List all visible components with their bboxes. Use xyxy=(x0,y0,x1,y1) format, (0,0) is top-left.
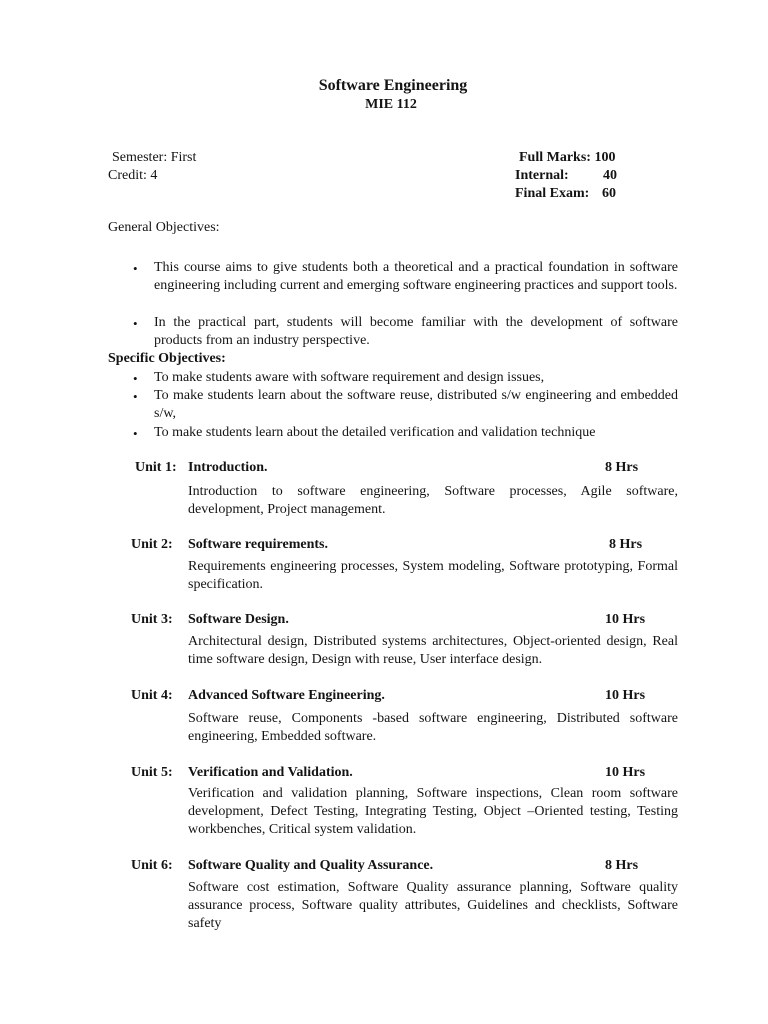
specific-objective-item: To make students learn about the software reuse, distributed s/w engineering and embedded s/w, xyxy=(154,388,678,421)
unit-label: Unit 2: xyxy=(131,537,173,552)
unit-hours: 10 Hrs xyxy=(605,612,646,627)
unit-content: Software reuse, Components -based software engineering, Distributed software engineering, Embedded software. xyxy=(188,711,678,744)
general-objective-item: In the practical part, students will become familiar with the development of software products from an industry perspective. xyxy=(154,315,678,348)
bullet-icon: • xyxy=(133,426,138,441)
general-objectives-heading: General Objectives: xyxy=(108,220,220,235)
unit-title: Software requirements. xyxy=(188,537,328,552)
unit-content: Architectural design, Distributed systems architectures, Object-oriented design, Real time software design, Design with reuse, User interface design. xyxy=(188,634,678,667)
course-title: Software Engineering xyxy=(318,77,468,94)
internal-label: Internal: xyxy=(515,168,569,183)
bullet-icon: • xyxy=(133,371,138,386)
course-code: MIE 112 xyxy=(365,97,417,112)
unit-title: Software Quality and Quality Assurance. xyxy=(188,858,434,873)
unit-hours: 10 Hrs xyxy=(605,765,646,780)
specific-objective-item: To make students aware with software requirement and design issues, xyxy=(154,370,545,385)
unit-content: Verification and validation planning, Software inspections, Clean room software development, Defect Testing, Integrating Testing, Object –Oriented testing, Testing workbenches, Critical system validation. xyxy=(188,786,678,837)
full-marks: Full Marks: 100 xyxy=(519,150,616,165)
final-exam-label: Final Exam: xyxy=(515,186,590,201)
unit-hours: 8 Hrs xyxy=(605,858,639,873)
semester: Semester: First xyxy=(112,150,197,165)
unit-content: Introduction to software engineering, Software processes, Agile software, development, Project management. xyxy=(188,484,678,517)
specific-objectives-heading: Specific Objectives: xyxy=(108,351,226,366)
unit-content: Requirements engineering processes, System modeling, Software prototyping, Formal specification. xyxy=(188,559,678,592)
unit-hours: 8 Hrs xyxy=(609,537,643,552)
unit-label: Unit 6: xyxy=(131,858,173,873)
final-exam-value: 60 xyxy=(602,186,616,201)
unit-title: Software Design. xyxy=(188,612,289,627)
general-objective-item: This course aims to give students both a theoretical and a practical foundation in software engineering including current and emerging software engineering practices and support tools. xyxy=(154,260,678,293)
unit-title: Introduction. xyxy=(188,460,268,475)
unit-content: Software cost estimation, Software Quality assurance planning, Software quality assurance process, Software quality attributes, Guidelines and checklists, Software safety xyxy=(188,880,678,931)
unit-label: Unit 4: xyxy=(131,688,173,703)
specific-objective-item: To make students learn about the detailed verification and validation technique xyxy=(154,425,596,440)
unit-title: Verification and Validation. xyxy=(188,765,353,780)
internal-value: 40 xyxy=(603,168,617,183)
bullet-icon: • xyxy=(133,316,138,331)
unit-label: Unit 5: xyxy=(131,765,173,780)
credit: Credit: 4 xyxy=(108,168,158,183)
unit-title: Advanced Software Engineering. xyxy=(188,688,385,703)
unit-hours: 8 Hrs xyxy=(605,460,639,475)
bullet-icon: • xyxy=(133,261,138,276)
unit-label: Unit 1: xyxy=(135,460,177,475)
unit-hours: 10 Hrs xyxy=(605,688,646,703)
unit-label: Unit 3: xyxy=(131,612,173,627)
bullet-icon: • xyxy=(133,389,138,404)
